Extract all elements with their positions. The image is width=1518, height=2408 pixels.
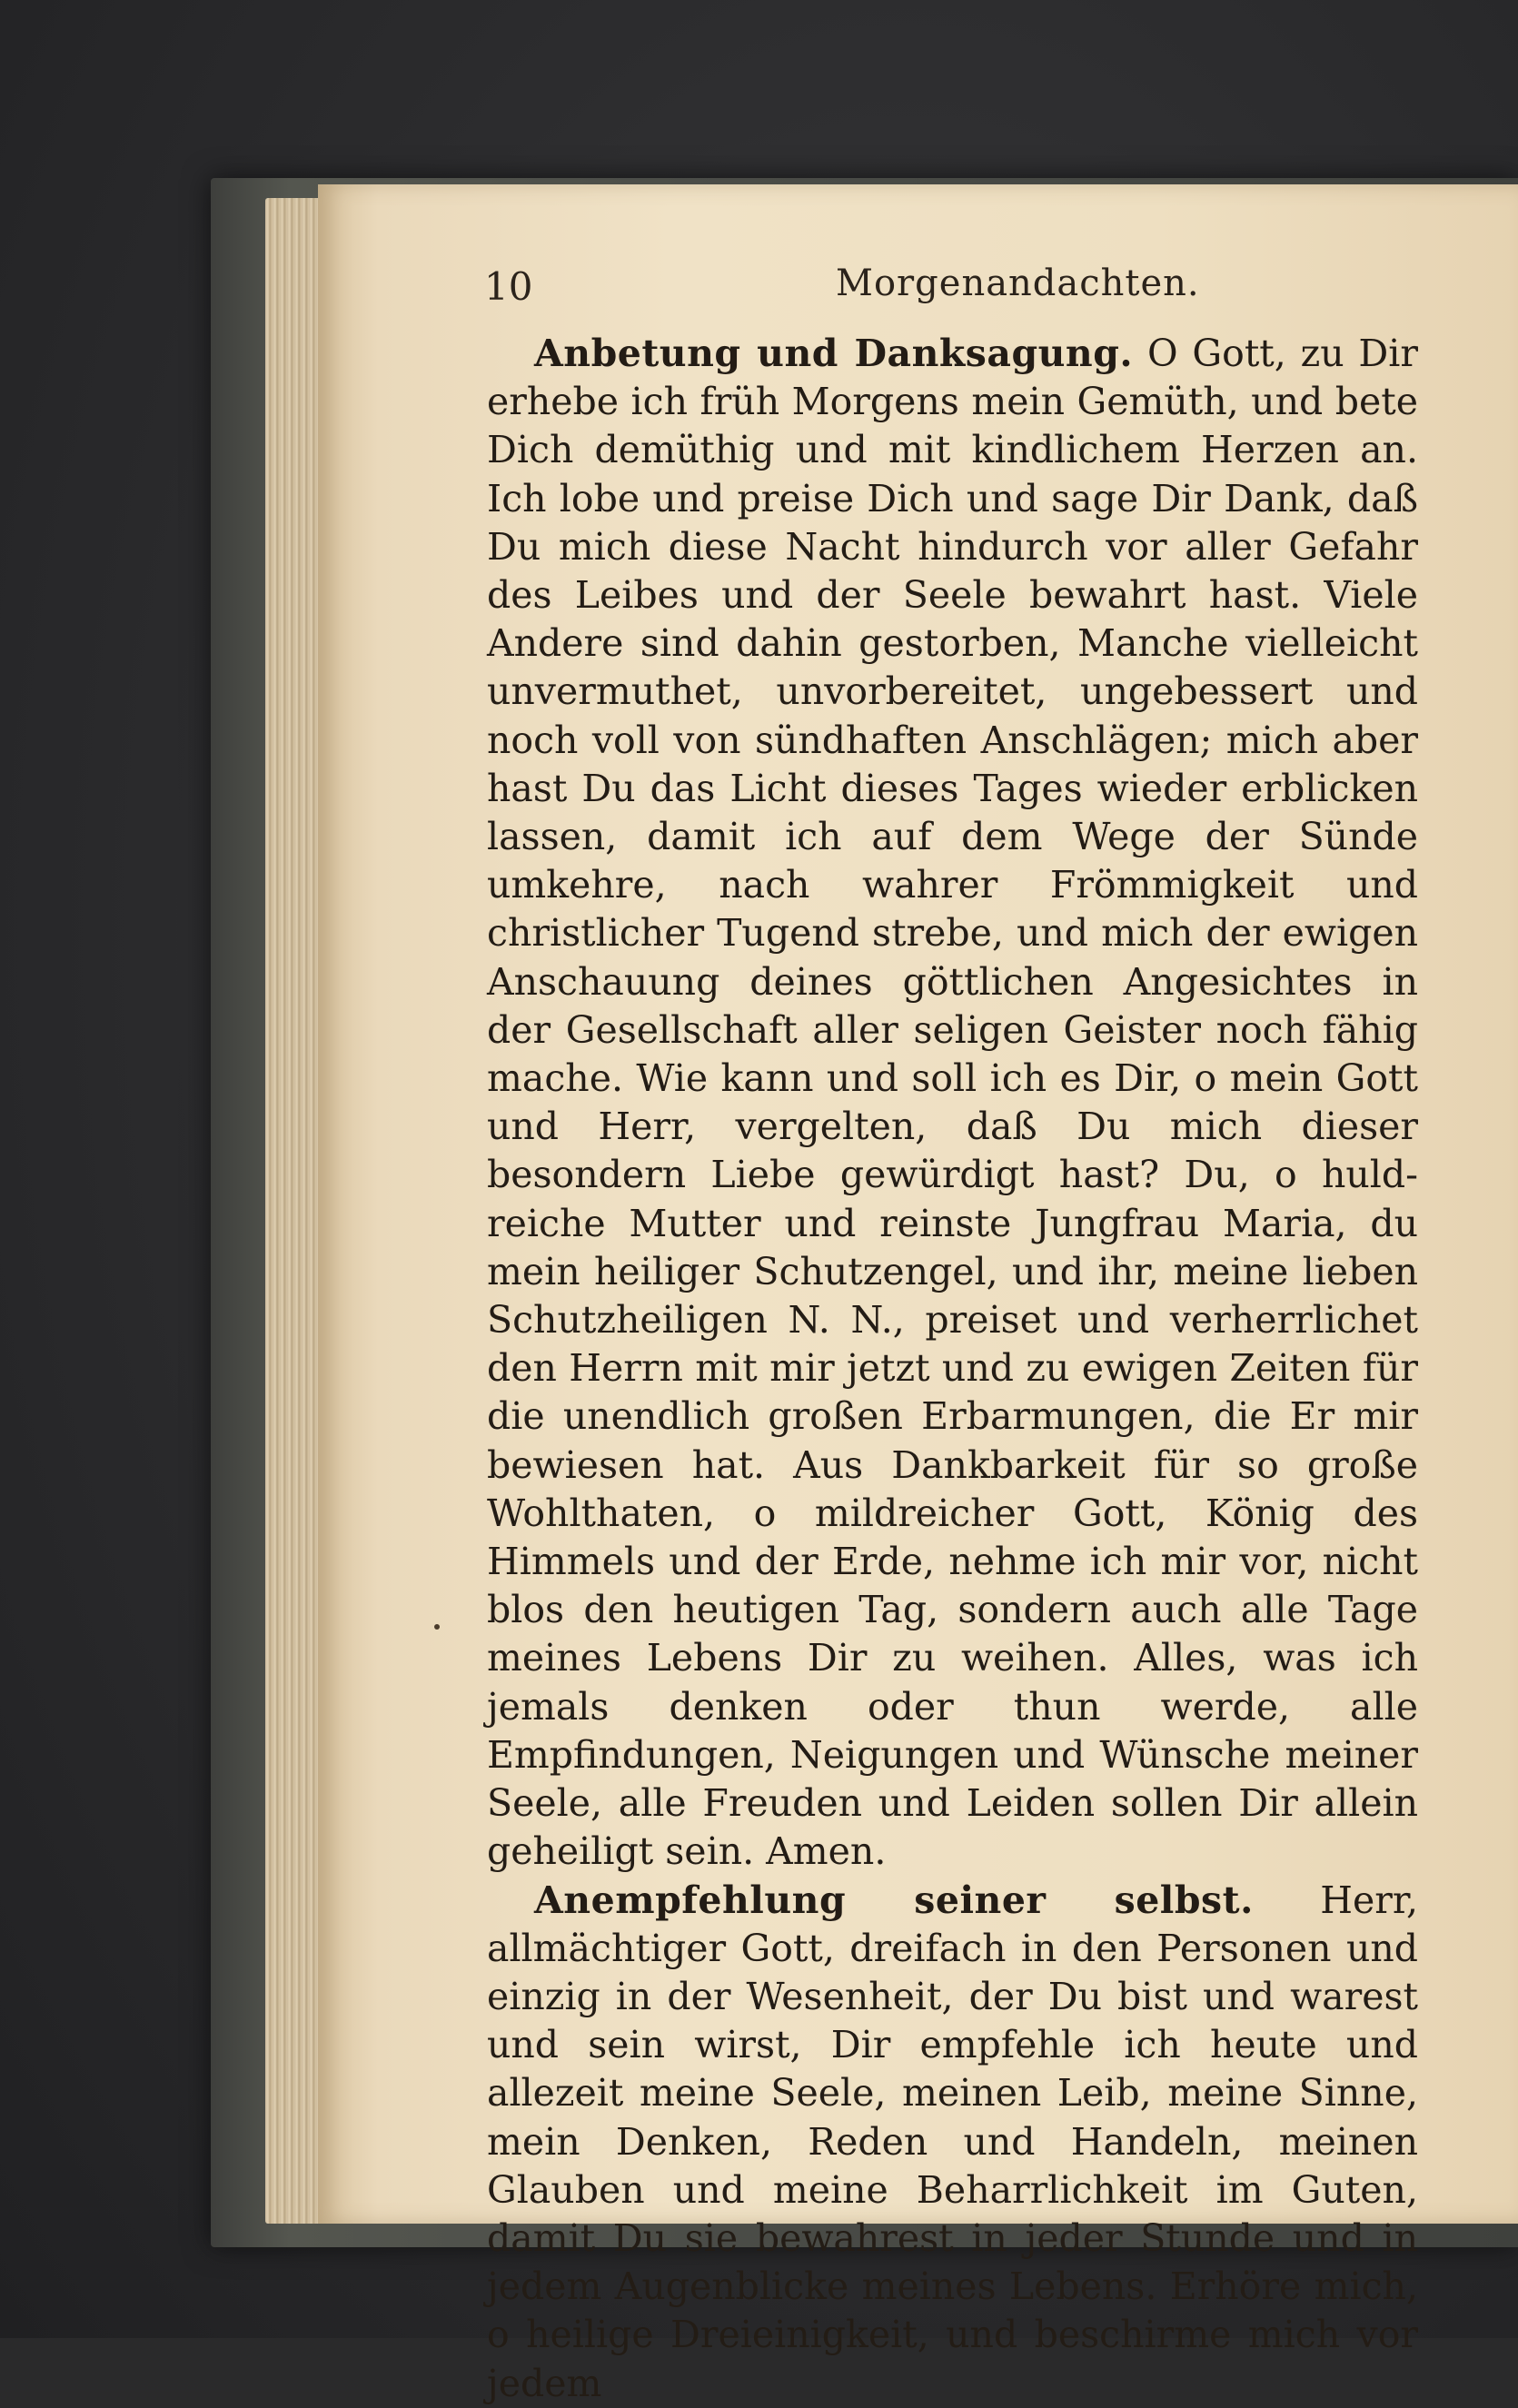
ink-speck	[434, 1624, 440, 1630]
section-heading-anempfehlung: Anempfehlung seiner selbst.	[534, 1878, 1254, 1922]
text-block	[487, 330, 1418, 2408]
running-head: Morgenandachten.	[836, 263, 1200, 304]
section-body-anempfehlung: Herr, allmächtiger Gott, dreifach in den Personen und einzig in der Wesenheit, der Du bist und warest und sein wirst, Dir empfehle ich heute und allezeit meine Seele, meinen Leib, meine Sinne, mein Denken, Reden und Handeln, meinen Glauben und meine Beharrlichkeit im Guten, damit Du sie bewahrest in jeder Stunde und in jedem Augenblicke meines Lebens. Erhöre mich, o heilige Dreieinigkeit, und beschirme mich vor jedem	[487, 1878, 1418, 2405]
book-page	[318, 184, 1518, 2405]
paragraph-anbetung	[487, 330, 1418, 1877]
paragraph-anempfehlung	[487, 1877, 1418, 2408]
section-heading-anbetung: Anbetung und Danksagung.	[534, 332, 1134, 375]
section-body-anbetung: O Gott, zu Dir erhebe ich früh Morgens mein Gemüth, und bete Dich demüthig und mit kindlichem Herzen an. Ich lobe und preise Dich und sage Dir Dank, daß Du mich diese Nacht hindurch vor aller Gefahr des Leibes und der Seele bewahrt hast. Viele Andere sind dahin gestorben, Manche vielleicht unvermuthet, unvorbereitet, ungebessert und noch voll von sündhaften Anschlägen; mich aber hast Du das Licht dieses Tages wieder erblicken lassen, damit ich auf dem Wege der Sünde umkehre, nach wahrer Frömmigkeit und christlicher Tugend strebe, und mich der ewigen Anschauung deines göttlichen Angesichtes in der Gesellschaft aller seligen Geister noch fähig mache. Wie kann und soll ich es Dir, o mein Gott und Herr, vergelten, daß Du mich dieser besondern Liebe gewürdigt hast? Du, o huldreiche Mutter und reinste Jungfrau Maria, du mein heiliger Schutzengel, und ihr, meine lieben Schutzheiligen N. N., preiset und verherrlichet den Herrn mit mir jetzt und zu ewigen Zeiten für die unendlich großen Erbarmungen, die Er mir bewiesen hat. Aus Dankbarkeit für so große Wohlthaten, o mildreicher Gott, König des Himmels und der Erde, nehme ich mir vor, nicht blos den heutigen Tag, sondern auch alle Tage meines Lebens Dir zu weihen. Alles, was ich jemals denken oder thun werde, alle Empfindungen, Neigungen und Wünsche meiner Seele, alle Freuden und Leiden sollen Dir allein geheiligt sein. Amen.	[487, 332, 1418, 1874]
page-number: 10	[484, 264, 533, 309]
